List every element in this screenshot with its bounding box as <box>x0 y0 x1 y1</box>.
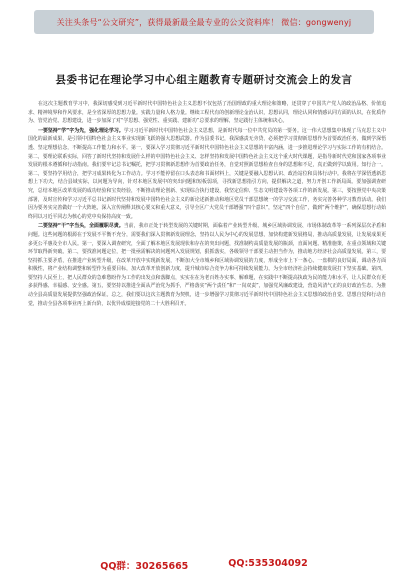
section-2-paragraph <box>28 222 386 308</box>
contact-footer <box>0 558 408 572</box>
qq-group: QQ群：30265665 <box>100 561 189 572</box>
promo-banner-text: 关注头条号“公文研究”，获得最新最全最专业的公文资料库！ 微信：gongwenyj <box>56 17 352 27</box>
document-body <box>28 100 386 532</box>
section-1-paragraph <box>28 127 386 222</box>
qq-number: QQ:535304092 <box>228 558 308 569</box>
document-title: 县委书记在理论学习中心组主题教育专题研讨交流会上的发言 <box>55 74 353 86</box>
section-1-heading: 一要坚持“学”字为先，强化理论学习。 <box>38 127 124 134</box>
section-2-heading: 二要坚持“干”字当头，全面履职尽责。 <box>38 223 124 230</box>
section-2-text: 当前，我市正处于转型发展的关键时期，面临着产业转型升级、城乡区域协调发展、市场体制改革等一系列深层次矛盾和问题。这些问题的根源在于发展不平衡不充分，需要我们深入贯彻新发展理念，坚持以人民为中心的发展思想，加快构建新发展格局，推动高质量发展，让发展成果更多更公平惠及全市人民。第一，要深入调查研究，全面了解本地区发展现状和存在的突出问题，找准制约高质量发展的瓶颈，直面问题、精准施策，在重点领域和关键环节取得新突破。第二，要找准问题定位，把一批亟需解决的问题列入发展规划，狠抓落实，各级领导干部要主动担当作为，推动地方经济社会高质量发展。第三，要坚持抓主要矛盾，在推进产业转型升级，在改革开放中实现新发展，不断加大全市城乡和区域协调发展的力度，形成全市上下一条心、一盘棋的良好局面，调动各方面积极性，将产业结构调整和转型作为重要目标，加大改革开放创新力度，提升城市综合竞争力和可持续发展能力，为全市经济社会持续健康发展打下坚实基础。第四，要坚持人民至上，把人民群众的急难愁盼作为工作的出发点和落脚点，实实在在为老百姓办实事、解难题，在实践中不断提高执政为民的能力和水平，让人民群众有更多获得感、幸福感、安全感。第五，要坚持以推进全面从严治党为抓手，严格落实“两个责任”和“一岗双责”，加强党风廉政建设，营造风清气正的良好政治生态，为推动全县高质量发展提供坚强政治保证。总之，我们要以这次主题教育为契机，进一步增强学习贯彻习近平新时代中国特色社会主义思想的政治自觉、思想自觉和行动自觉，推动全县各项事业再上新台阶，以优异成绩迎接党的二十大胜利召开。 <box>28 223 386 307</box>
promo-banner <box>34 10 374 34</box>
intro-paragraph: 在这次主题教育学习中，我深切感受到习近平新时代中国特色社会主义思想不仅包括了治国理政的重大理论和策略，还贯穿了中国共产党人的政治品格、价值追求、精神境界和作风要求，是全省深厚的思想力量。实践力量和人格力量。继续工程代有的创新理论金治认识，思想认同，理论认同和情感认同方面的认识。在优质作为、管党治党、思想建设，进一步加深了对“学思想、强党性、重实践、建新功”总要求的理解，坚定践行主体统和决心。 <box>28 101 386 125</box>
section-1-text: 学习习近平新时代中国特色社会主义思想，是新时代每一位中共党员的第一要务。这一伟大思想集中体现了马克思主义中国化的最新成果，是引领中国特色社会主义事业实现新飞跃的强大思想武器。作为县委书记，我深感责无旁贷，必须把学习贯彻新思想作为首要政治任务，做到学深悟透、坚定理想信念，不断提高工作能力和水平。第一，要深入学习贯彻习近平新时代中国特色社会主义思想的丰富内涵，进一步推进理论学习与实际工作的有机结合。第二，要理论联系实际，回答了新时代坚持和发展什么样的中国特色社会主义、怎样坚持和发展中国特色社会主义这个重大时代课题，是指导新时代党和国家各项事业发展的根本遵循和行动指南。我们要牢记总书记嘱托，把学习贯彻新思想作为首要政治任务，自觉对照新思想检查自身的思想和不足，真正做到学以致用。知行合一。第二，要坚持学用结合，把学习成果转化为工作动力。学习不能停留在口头表态和书面材料上，关键是要融入思想认识、政治站位和具体行动中。我将在学深悟透新思想上下功夫，结合县域实际，以问题为导向，针对本地区发展中的突出问题和短板弱项，寻找新思想指引方向，提供解决之道，努力开创工作新局面。要加强调查研究，总结本地区改革发展的成功经验和宝贵经验，不断推动理论创新、实现综合执行建设，我坚定信仰、生态文明建设等各项工作的新发展。第三，要按照党中央决策部署，及时宣传和学习习近平总书记新时代坚持和发展中国特色社会主义的新论述新推动和地区党员干部思想统一的学习交流工作，务实完善各种学习教育活动。我们因为要务实完善做好一个大阵地，深入宣传阐释其核心要义和重大意义，引导全区广大党员干部增强“四个意识”，坚定“四个自信”，做到“两个维护”，确保思想行动始终同以习近平同志为核心的党中央保持高度一致。 <box>28 127 386 220</box>
